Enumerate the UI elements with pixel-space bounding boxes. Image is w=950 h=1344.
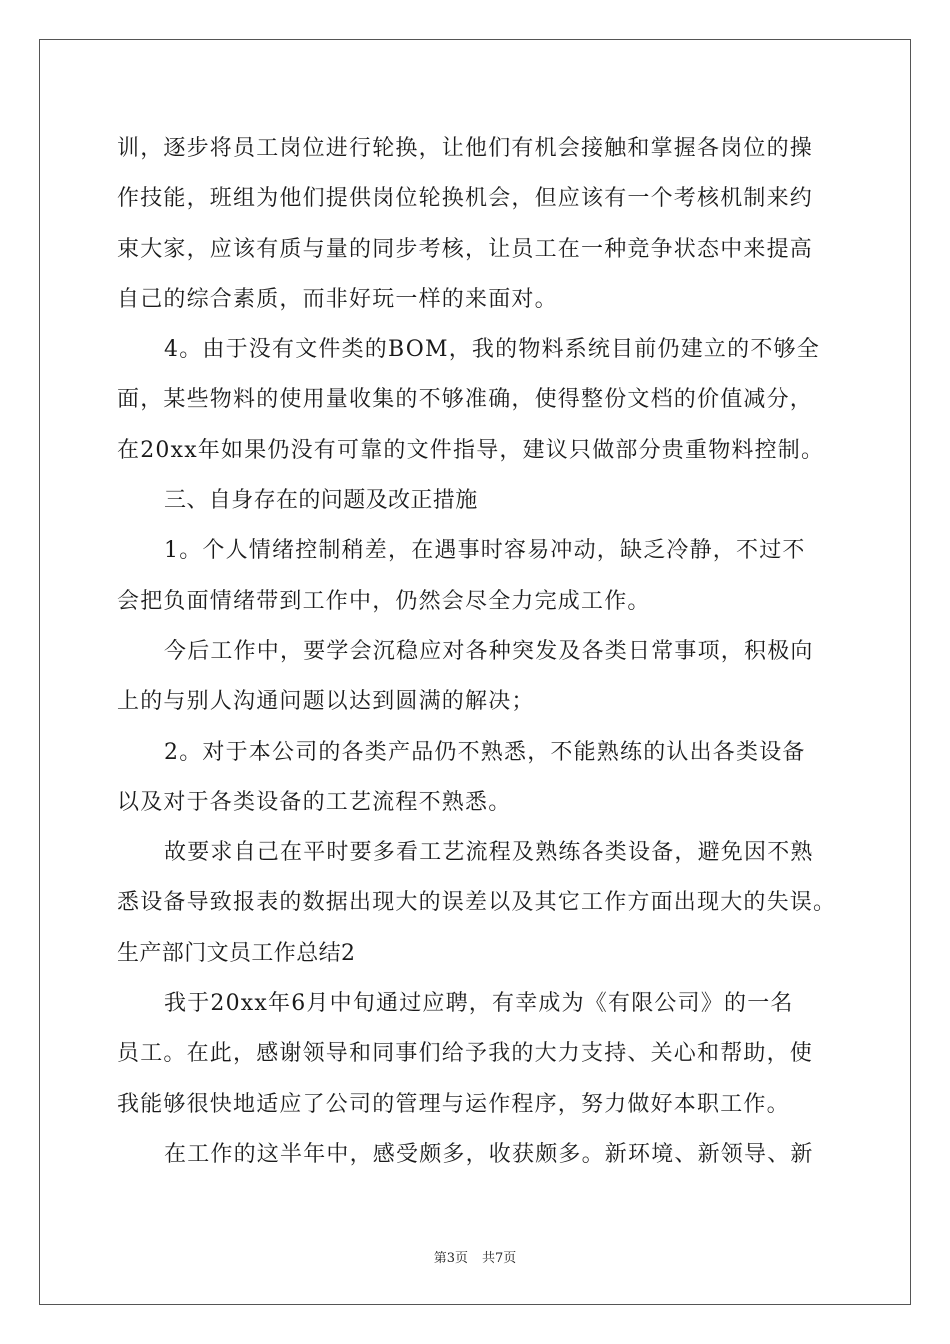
text-line: 悉设备导致报表的数据出现大的误差以及其它工作方面出现大的失误。 <box>117 890 837 916</box>
text-line: 故要求自己在平时要多看工艺流程及熟练各类设备，避免因不熟 <box>164 840 814 866</box>
document-body <box>117 124 837 1180</box>
page-total: 共7页 <box>482 1251 517 1266</box>
text-line: 上的与别人沟通问题以达到圆满的解决； <box>117 689 535 715</box>
text-line: 作技能，班组为他们提供岗位轮换机会，但应该有一个考核机制来约 <box>117 186 814 212</box>
document-title: 生产部门文员工作总结2 <box>117 940 356 966</box>
text-line: 2。对于本公司的各类产品仍不熟悉，不能熟练的认出各类设备 <box>164 739 806 765</box>
text-line: 今后工作中，要学会沉稳应对各种突发及各类日常事项，积极向 <box>164 638 814 664</box>
text-line: 束大家，应该有质与量的同步考核，让员工在一种竞争状态中来提高 <box>117 236 814 262</box>
text-line: 1。个人情绪控制稍差，在遇事时容易冲动，缺乏冷静，不过不 <box>164 538 806 564</box>
text-line: 我能够很快地适应了公司的管理与运作程序，努力做好本职工作。 <box>117 1091 790 1117</box>
text-line: 面，某些物料的使用量收集的不够准确，使得整份文档的价值减分， <box>117 387 814 413</box>
text-line: 员工。在此，感谢领导和同事们给予我的大力支持、关心和帮助，使 <box>117 1041 814 1067</box>
page-footer <box>0 1247 950 1266</box>
text-line: 会把负面情绪带到工作中，仍然会尽全力完成工作。 <box>117 588 651 614</box>
text-line: 在工作的这半年中，感受颇多，收获颇多。新环境、新领导、新 <box>164 1141 814 1167</box>
text-line: 在20xx年如果仍没有可靠的文件指导，建议只做部分贵重物料控制。 <box>117 437 825 463</box>
text-line: 我于20xx年6月中旬通过应聘，有幸成为《有限公司》的一名 <box>164 991 794 1017</box>
text-line: 4。由于没有文件类的BOM，我的物料系统目前仍建立的不够全 <box>164 337 820 363</box>
text-line: 自己的综合素质，而非好玩一样的来面对。 <box>117 286 558 312</box>
section-heading: 三、自身存在的问题及改正措施 <box>164 488 478 514</box>
text-line: 以及对于各类设备的工艺流程不熟悉。 <box>117 789 512 815</box>
text-line: 训，逐步将员工岗位进行轮换，让他们有机会接触和掌握各岗位的操 <box>117 136 814 161</box>
page-number: 第3页 <box>433 1251 468 1266</box>
